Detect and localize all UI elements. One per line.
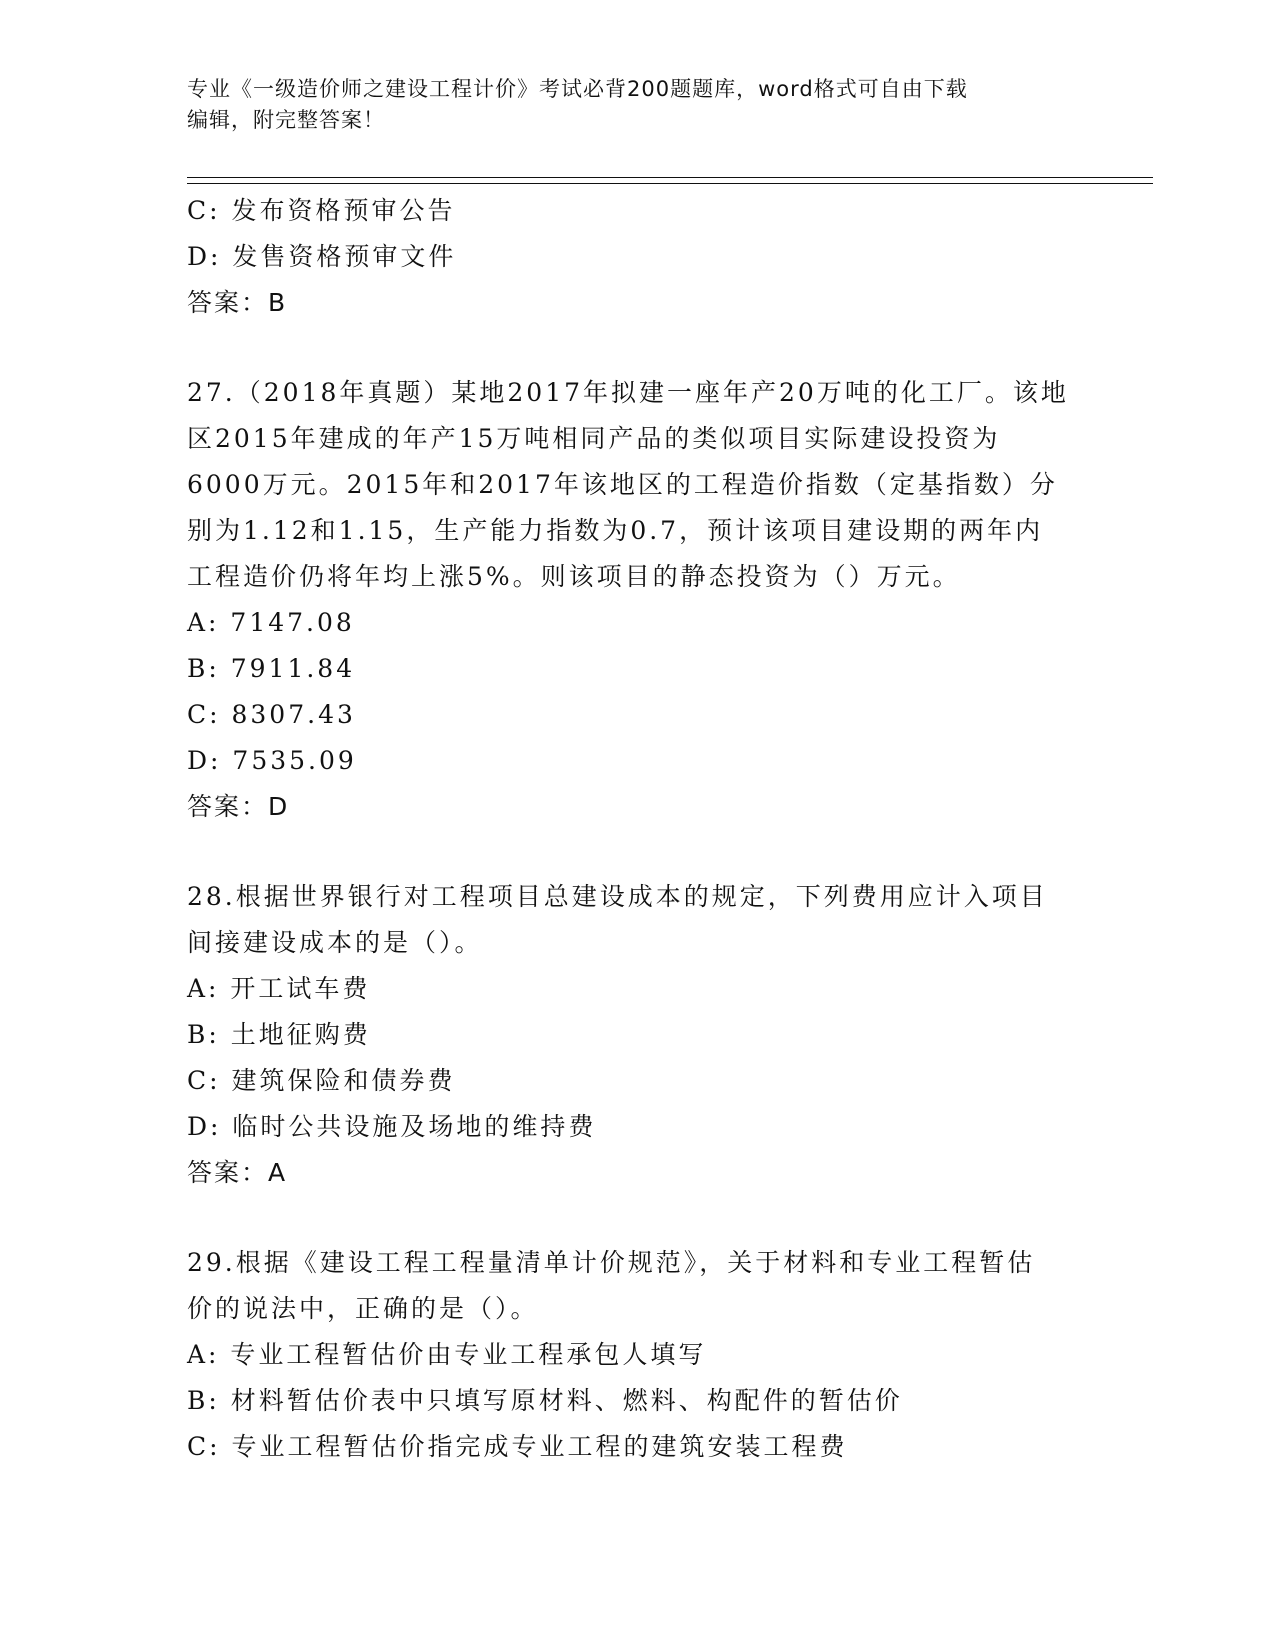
question-spacer xyxy=(187,1196,1087,1240)
option-d: D: 临时公共设施及场地的维持费 xyxy=(187,1112,597,1141)
question-spacer xyxy=(187,830,1087,874)
question-list xyxy=(187,188,1087,1470)
option-b: B: 土地征购费 xyxy=(187,1020,371,1049)
option-a: A: 专业工程暂估价由专业工程承包人填写 xyxy=(187,1340,707,1369)
question-stem-line: 别为1.12和1.15，生产能力指数为0.7，预计该项目建设期的两年内 xyxy=(187,516,1044,545)
question-29 xyxy=(187,1240,1087,1470)
question-stem-line: 29.根据《建设工程工程量清单计价规范》，关于材料和专业工程暂估 xyxy=(187,1248,1036,1277)
option-b: B: 材料暂估价表中只填写原材料、燃料、构配件的暂估价 xyxy=(187,1386,903,1415)
option-a: A: 开工试车费 xyxy=(187,974,371,1003)
document-header xyxy=(187,74,1087,136)
option-c: C: 建筑保险和债券费 xyxy=(187,1066,456,1095)
question-stem-line: 价的说法中，正确的是（）。 xyxy=(187,1294,539,1323)
question-stem-line: 28.根据世界银行对工程项目总建设成本的规定，下列费用应计入项目 xyxy=(187,882,1048,911)
option-c: C: 专业工程暂估价指完成专业工程的建筑安装工程费 xyxy=(187,1432,848,1461)
option-c: C: 8307.43 xyxy=(187,700,356,729)
header-divider-bottom xyxy=(187,183,1153,184)
question-stem-line: 区2015年建成的年产15万吨相同产品的类似项目实际建设投资为 xyxy=(187,424,1001,453)
question-stem-line: 27.（2018年真题）某地2017年拟建一座年产20万吨的化工厂。该地 xyxy=(187,378,1069,407)
question-27 xyxy=(187,370,1087,830)
question-stem-line: 6000万元。2015年和2017年该地区的工程造价指数（定基指数）分 xyxy=(187,470,1058,499)
question-stem-line: 工程造价仍将年均上涨5%。则该项目的静态投资为（）万元。 xyxy=(187,562,961,591)
question-spacer xyxy=(187,326,1087,370)
header-divider-top xyxy=(187,177,1153,178)
option-a: A: 7147.08 xyxy=(187,608,355,637)
question-28 xyxy=(187,874,1087,1196)
header-title-line-1: 专业《一级造价师之建设工程计价》考试必背200题题库，word格式可自由下载 xyxy=(187,77,968,101)
answer-line: 答案：B xyxy=(187,288,288,317)
answer-line: 答案：D xyxy=(187,792,290,821)
question-stem-line: 间接建设成本的是（）。 xyxy=(187,928,483,957)
option-b: B: 7911.84 xyxy=(187,654,356,683)
header-title-line-2: 编辑，附完整答案！ xyxy=(187,108,385,132)
question-26 xyxy=(187,188,1087,326)
option-d: D: 发售资格预审文件 xyxy=(187,242,457,271)
option-d: D: 7535.09 xyxy=(187,746,357,775)
option-c: C: 发布资格预审公告 xyxy=(187,196,456,225)
answer-line: 答案：A xyxy=(187,1158,288,1187)
